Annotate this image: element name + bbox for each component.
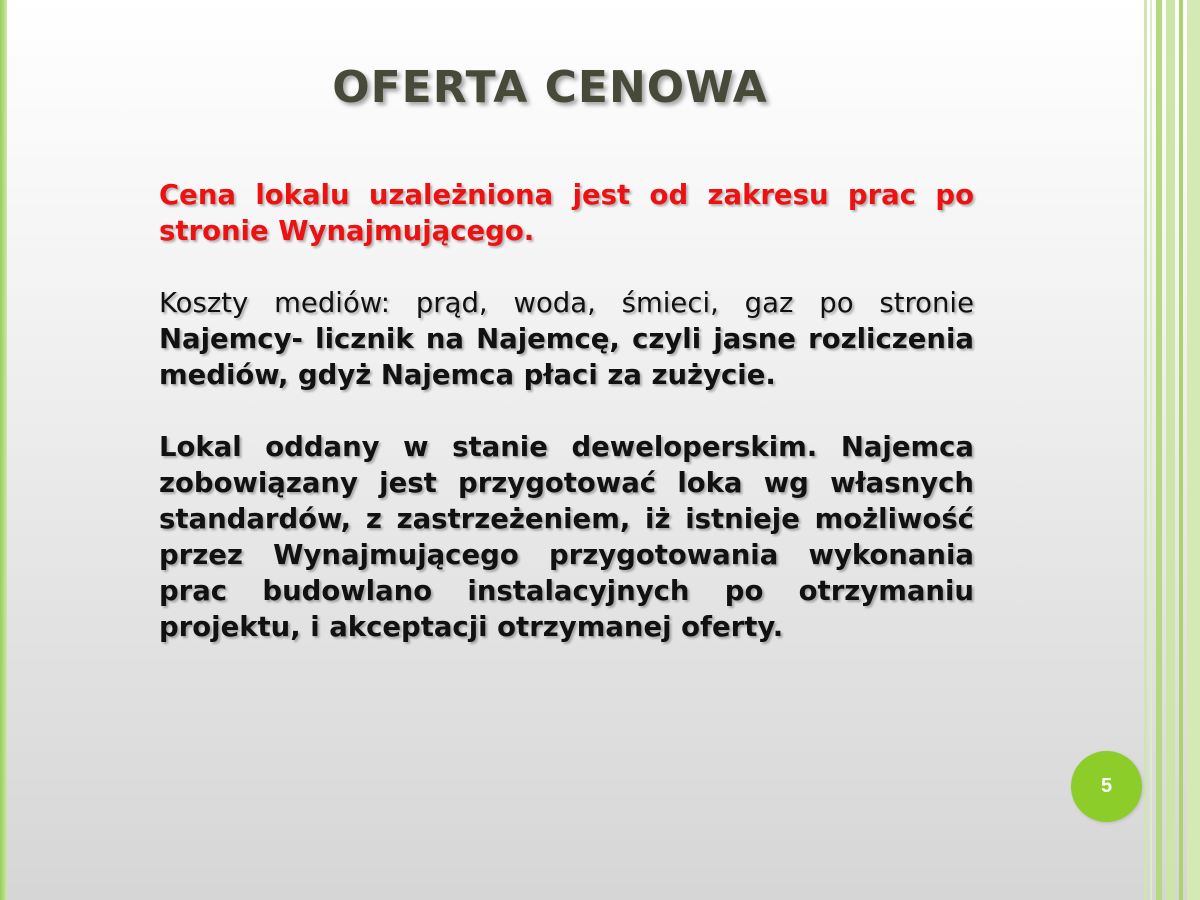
price-dependency-note: Cena lokalu uzależniona jest od zakresu prac po stronie Wynajmującego. [159, 179, 974, 247]
right-stripes-decoration [1144, 0, 1200, 900]
slide-title: OFERTA CENOWA [332, 62, 768, 113]
slide-content [159, 177, 974, 681]
handover-condition-paragraph: Lokal oddany w stanie deweloperskim. Najemca zobowiązany jest przygotować loka wg własnych standardów, z zastrzeżeniem, iż istnieje możliwość przez Wynajmującego przygotowania wykonania prac budowlano instalacyjnych po otrzymaniu projektu, i akceptacji otrzymanej oferty. [159, 431, 974, 643]
utility-costs-paragraph [159, 285, 974, 393]
page-number-badge: 5 [1071, 751, 1142, 822]
left-border-decoration [0, 0, 7, 900]
utility-costs-details: Najemcy- licznik na Najemcę, czyli jasne rozliczenia mediów, gdyż Najemca płaci za zużycie. [159, 323, 974, 391]
utility-costs-intro: Koszty mediów: prąd, woda, śmieci, gaz po stronie [159, 287, 974, 319]
